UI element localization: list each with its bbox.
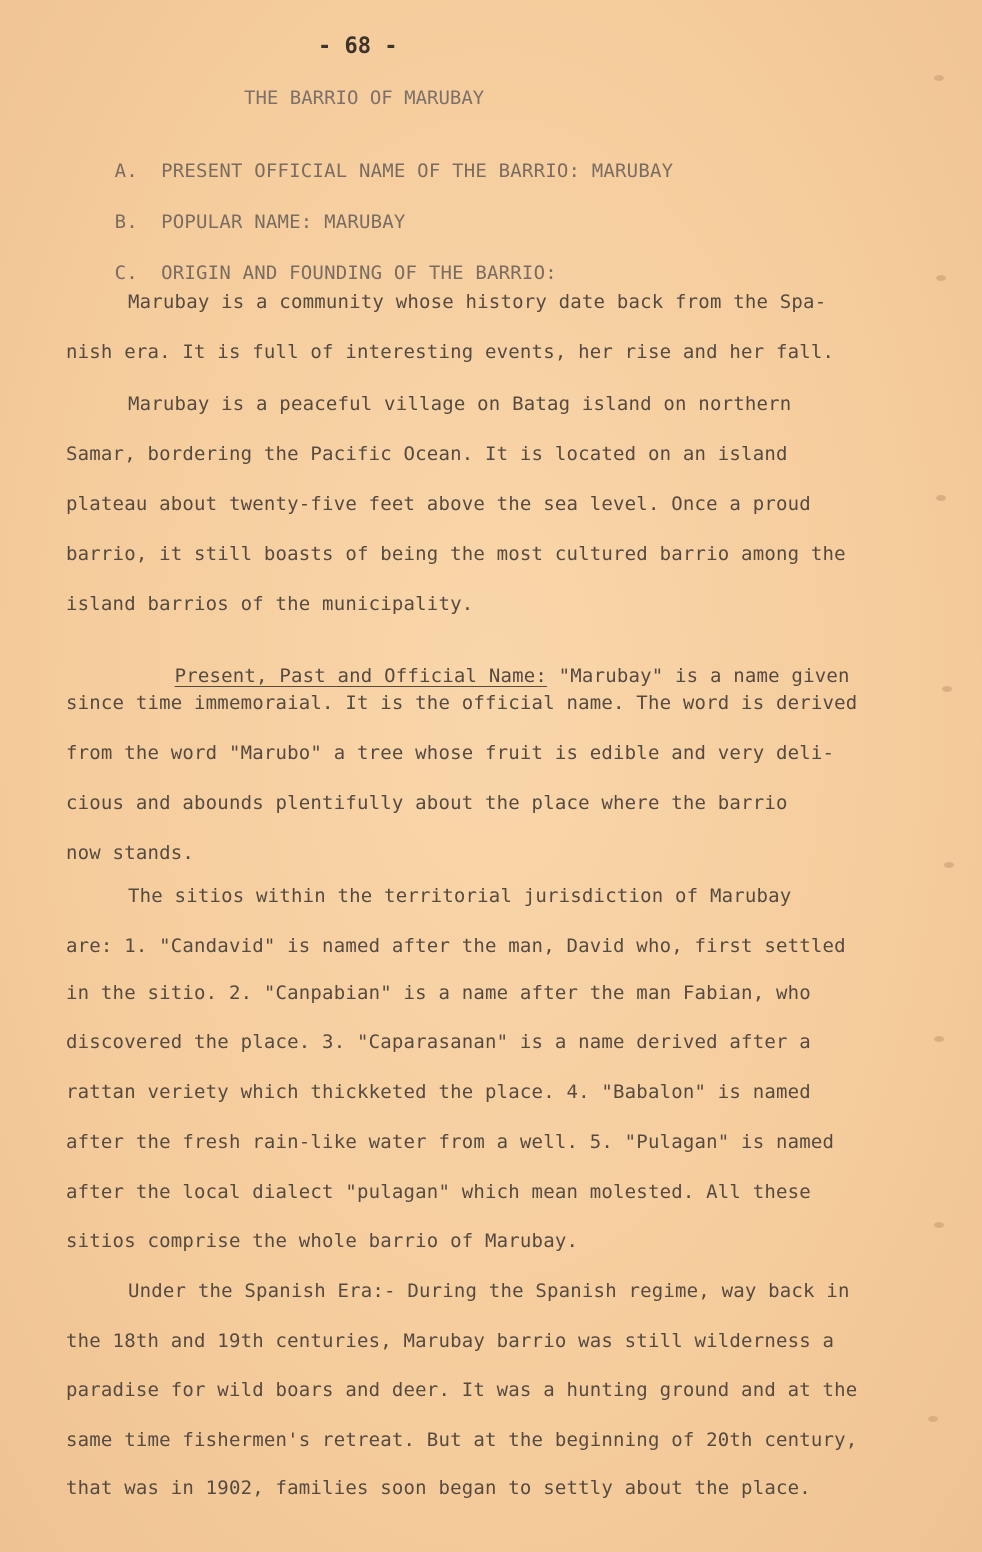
text-line: Marubay is a peaceful village on Batag island on northern xyxy=(128,393,792,415)
text-line: Marubay is a community whose history date back from the Spa- xyxy=(128,291,827,313)
text-line: Samar, bordering the Pacific Ocean. It is located on an island xyxy=(66,443,788,465)
text-line: that was in 1902, families soon began to settly about the place. xyxy=(66,1477,811,1499)
document-title: THE BARRIO OF MARUBAY xyxy=(244,87,485,109)
text-line: discovered the place. 3. "Caparasanan" is a name derived after a xyxy=(66,1031,811,1053)
text-line: now stands. xyxy=(66,842,195,864)
text-line: the 18th and 19th centuries, Marubay barrio was still wilderness a xyxy=(66,1330,835,1352)
paper-blemish xyxy=(942,686,952,692)
text-line: island barrios of the municipality. xyxy=(66,593,474,615)
heading-c-text: ORIGIN AND FOUNDING OF THE BARRIO: xyxy=(161,262,557,284)
text-line: sitios comprise the whole barrio of Marubay. xyxy=(66,1230,579,1252)
text-line: rattan veriety which thickketed the place. 4. "Babalon" is named xyxy=(66,1081,811,1103)
heading-b-text: POPULAR NAME: MARUBAY xyxy=(161,211,406,233)
text-line: after the fresh rain-like water from a well. 5. "Pulagan" is named xyxy=(66,1131,835,1153)
text-line: Under the Spanish Era:- During the Spanish regime, way back in xyxy=(128,1280,850,1302)
heading-a-text: PRESENT OFFICIAL NAME OF THE BARRIO: MARUBAY xyxy=(161,160,674,182)
text-line: from the word "Marubo" a tree whose fruit is edible and very deli- xyxy=(66,742,835,764)
page-number: - 68 - xyxy=(318,34,398,59)
text-line: after the local dialect "pulagan" which mean molested. All these xyxy=(66,1181,811,1203)
text-line: plateau about twenty-five feet above the sea level. Once a proud xyxy=(66,493,811,515)
paper-blemish xyxy=(934,1222,944,1228)
text-line: since time immemoraial. It is the official name. The word is derived xyxy=(66,692,858,714)
text-line: barrio, it still boasts of being the most cultured barrio among the xyxy=(66,543,846,565)
text-line: nish era. It is full of interesting events, her rise and her fall. xyxy=(66,341,835,363)
heading-a-label: A. xyxy=(114,160,138,182)
paper-blemish xyxy=(936,495,946,501)
text-line: same time fishermen's retreat. But at the beginning of 20th century, xyxy=(66,1429,858,1451)
paper-blemish xyxy=(934,1036,944,1042)
subheading-present-past-official: Present, Past and Official Name: xyxy=(174,665,548,687)
paper-blemish xyxy=(936,275,946,281)
text-line: paradise for wild boars and deer. It was a hunting ground and at the xyxy=(66,1379,858,1401)
heading-c-label: C. xyxy=(114,262,138,284)
text-line-present-past: Present, Past and Official Name: "Marubay" is a name given xyxy=(174,665,850,687)
paper-blemish xyxy=(944,862,954,868)
paper-blemish xyxy=(928,1416,938,1422)
text-line: in the sitio. 2. "Canpabian" is a name after the man Fabian, who xyxy=(66,982,811,1004)
paper-blemish xyxy=(934,75,944,81)
text-line: are: 1. "Candavid" is named after the man, David who, first settled xyxy=(66,935,846,957)
text-line: cious and abounds plentifully about the place where the barrio xyxy=(66,792,788,814)
text-line: The sitios within the territorial jurisdiction of Marubay xyxy=(128,885,792,907)
heading-b-label: B. xyxy=(114,211,138,233)
